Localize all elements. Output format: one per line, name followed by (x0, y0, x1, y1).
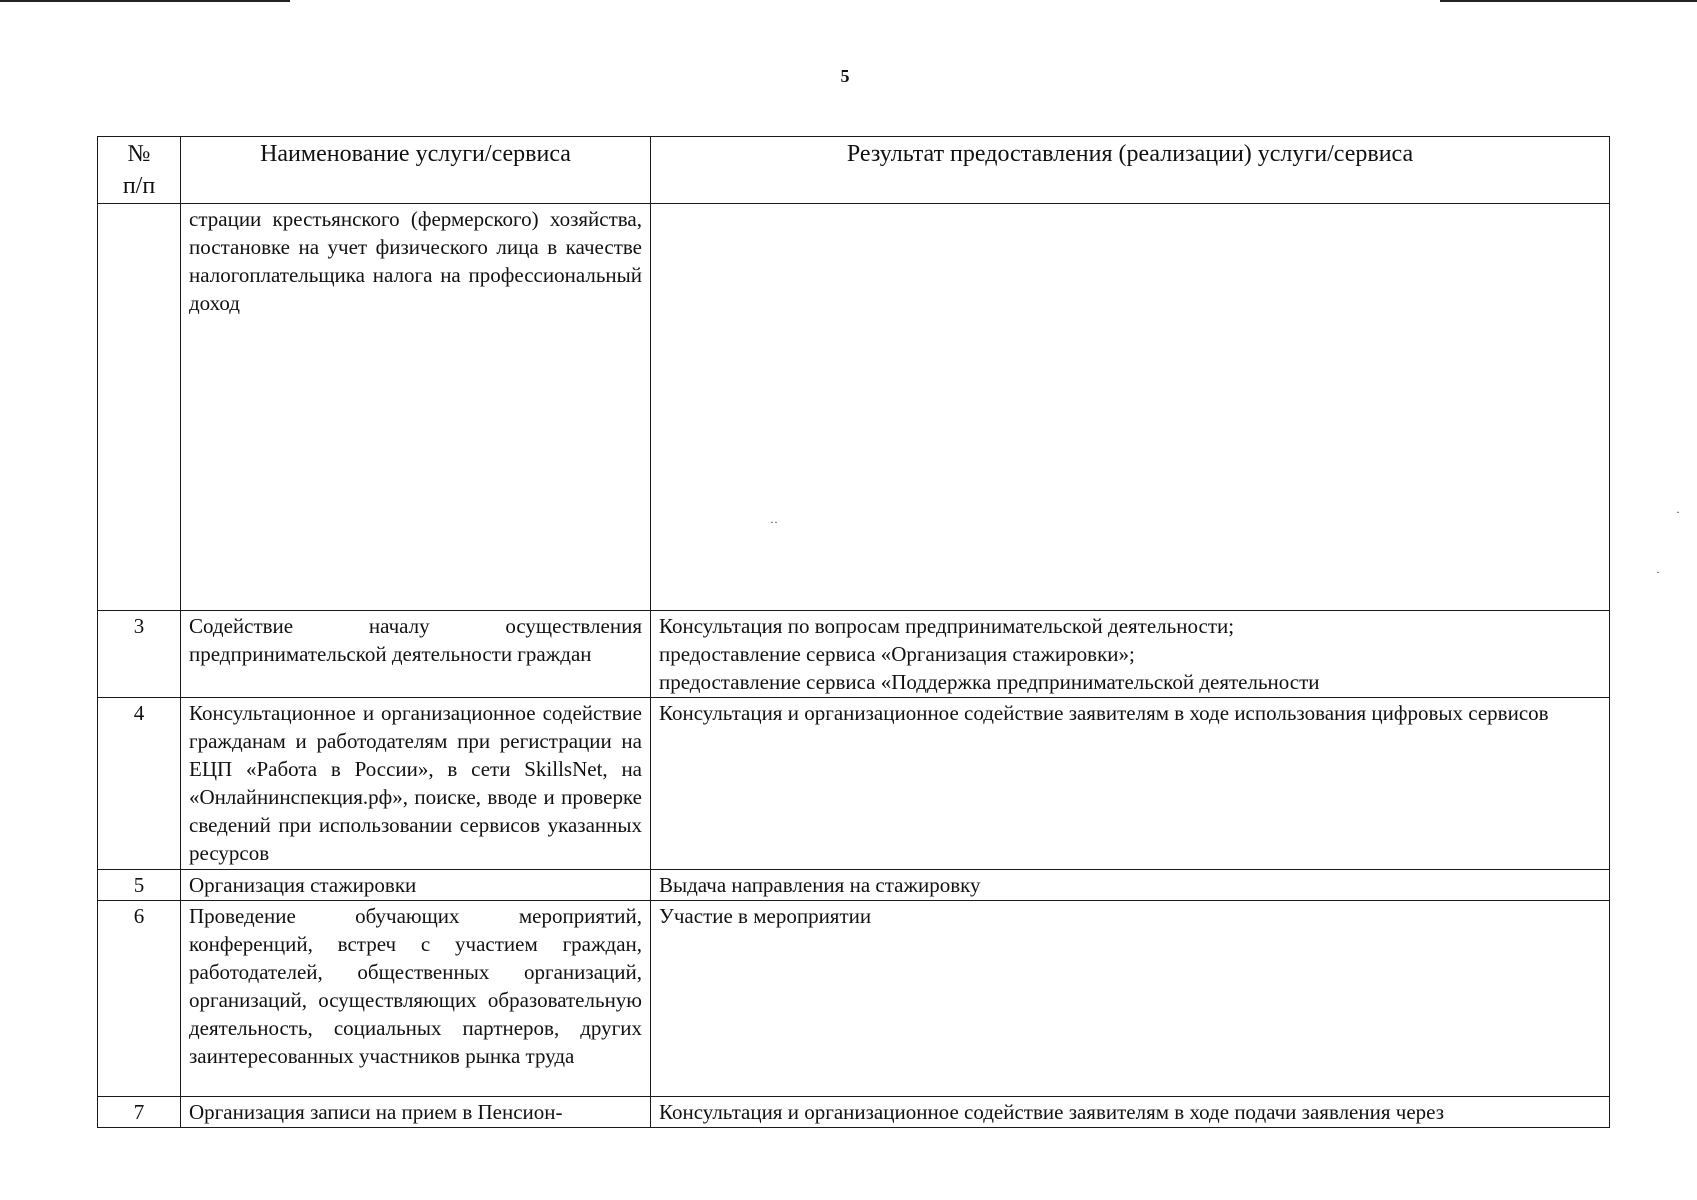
row-result: Выдача направления на стажировку (651, 870, 1610, 901)
header-result: Результат предоставления (реализации) услуги/сервиса (651, 137, 1610, 204)
scan-speck: ·· (770, 515, 778, 529)
row-result: Участие в мероприятии (651, 901, 1610, 1097)
page-number: 5 (840, 66, 850, 86)
header-num-line2: п/п (122, 173, 156, 199)
table-row (98, 1097, 1610, 1128)
table-row (98, 870, 1610, 901)
row-name: Консультационное и организационное содействие гражданам и работодателям при регистрации на ЕЦП «Работа в России», в сети SkillsNet, на «Онлайнинспекция.рф», поиске, вводе и проверке сведений при использовании сервисов указанных ресурсов (181, 698, 651, 870)
row-result (651, 204, 1610, 611)
row-name: Содействие началу осуществления предпринимательской деятельности граждан (181, 611, 651, 698)
result-line: предоставление сервиса «Организация стажировки»; (659, 642, 1135, 666)
row-num: 4 (98, 698, 181, 870)
table-row (98, 204, 1610, 611)
table-row (98, 698, 1610, 870)
scan-speck: · (1676, 505, 1680, 519)
row-result: Консультация и организационное содействие заявителям в ходе использования цифровых сервисов (651, 698, 1610, 870)
row-name: Организация стажировки (181, 870, 651, 901)
scan-speck: · (1656, 565, 1660, 579)
table-row (98, 901, 1610, 1097)
header-num (98, 137, 181, 204)
row-result (651, 611, 1610, 698)
scan-edge-left (0, 0, 290, 2)
row-name: Проведение обучающих мероприятий, конференций, встреч с участием граждан, работодателей, общественных организаций, организаций, осуществляющих образовательную деятельность, социальных партнеров, других заинтересованных участников рынка труда (181, 901, 651, 1097)
header-name: Наименование услуги/сервиса (181, 137, 651, 204)
row-name: Организация записи на прием в Пенсион- (181, 1097, 651, 1128)
services-table (97, 136, 1610, 1128)
table-row (98, 611, 1610, 698)
row-num: 7 (98, 1097, 181, 1128)
header-num-line1: № (127, 141, 151, 167)
row-result: Консультация и организационное содействие заявителям в ходе подачи заявления через (651, 1097, 1610, 1128)
table-header-row (98, 137, 1610, 204)
row-num: 5 (98, 870, 181, 901)
result-line: Консультация по вопросам предпринимательской деятельности; (659, 614, 1235, 638)
row-num (98, 204, 181, 611)
row-num: 3 (98, 611, 181, 698)
row-name: страции крестьянского (фермерского) хозяйства, постановке на учет физического лица в качестве налогоплательщика налога на профессиональный доход (181, 204, 651, 611)
scan-edge-right (1440, 0, 1697, 2)
result-line: предоставление сервиса «Поддержка предпринимательской деятельности (659, 670, 1320, 694)
row-num: 6 (98, 901, 181, 1097)
